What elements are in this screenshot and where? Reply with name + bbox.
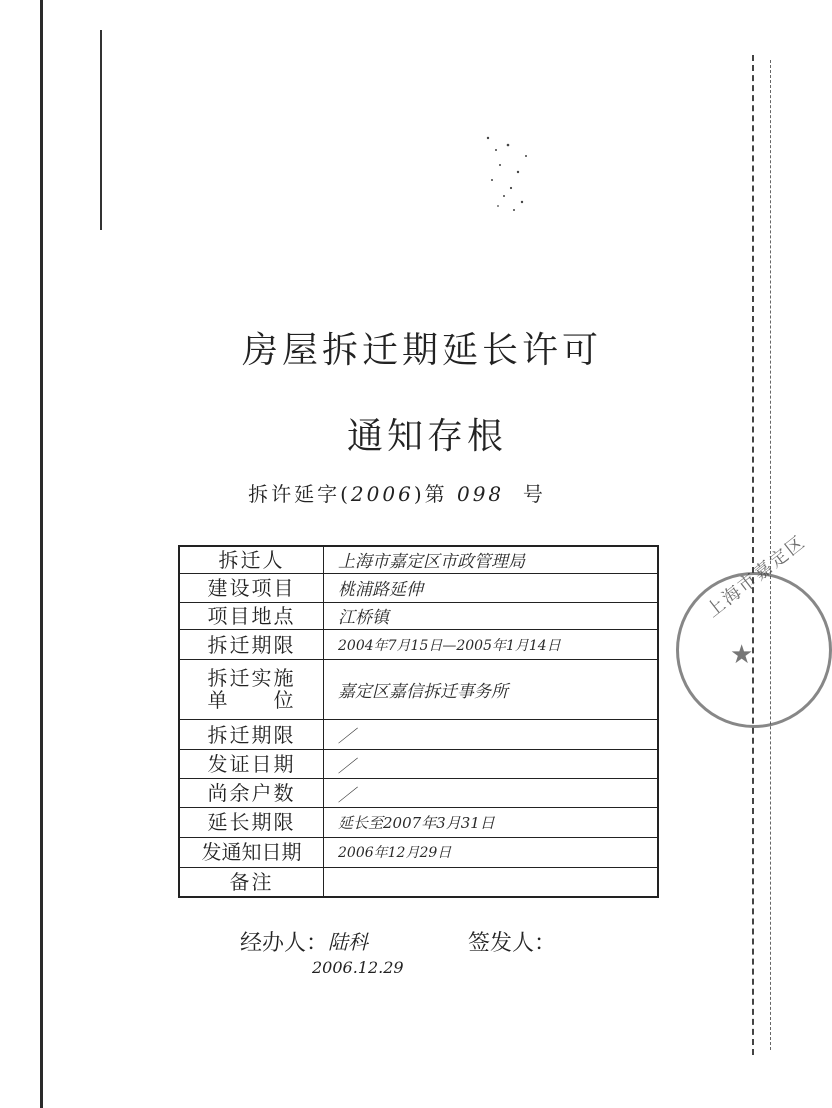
row-label: 备注 <box>179 867 324 897</box>
table-row <box>179 779 658 808</box>
row-value: 2006年12月29日 <box>324 837 659 867</box>
number-mid: )第 <box>413 482 448 506</box>
seal-star-icon: ★ <box>730 640 754 670</box>
row-label: 项目地点 <box>179 602 324 630</box>
scan-edge-mark <box>100 30 102 230</box>
document-number <box>0 478 794 507</box>
table-row <box>179 602 658 630</box>
row-label: 尚余户数 <box>179 779 324 808</box>
official-seal <box>676 572 832 728</box>
row-value: 上海市嘉定区市政管理局 <box>324 546 659 573</box>
table-row <box>179 808 658 838</box>
table-row <box>179 750 658 779</box>
seal-text: 上海市嘉定区 <box>702 531 810 622</box>
handler-date: 2006.12.29 <box>312 958 404 977</box>
table-row <box>179 630 658 660</box>
scan-edge-right <box>752 55 754 1055</box>
row-value <box>324 867 659 897</box>
table-row <box>179 867 658 897</box>
row-value: 延长至2007年3月31日 <box>324 808 659 838</box>
number-suffix: 号 <box>522 482 546 506</box>
row-value: 桃浦路延伸 <box>324 573 659 602</box>
row-label: 发证日期 <box>179 750 324 779</box>
table-row <box>179 573 658 602</box>
row-value: ／ <box>324 719 659 750</box>
document-subtitle: 通知存根 <box>346 416 507 457</box>
row-value: ／ <box>324 750 659 779</box>
row-label-line2: 单 位 <box>207 688 296 713</box>
row-label-line1: 拆迁实施 <box>207 666 296 691</box>
number-value: 098 <box>456 482 505 506</box>
row-value: 江桥镇 <box>324 602 659 630</box>
table-row <box>179 546 658 573</box>
row-label: 拆迁期限 <box>179 630 324 660</box>
row-label <box>179 660 324 720</box>
table-row <box>179 719 658 750</box>
scan-edge-left <box>40 0 43 1108</box>
row-value: 2004年7月15日—2005年1月14日 <box>324 630 659 660</box>
row-label: 拆迁期限 <box>179 719 324 750</box>
row-value: ／ <box>324 779 659 808</box>
number-year: 2006 <box>350 482 414 506</box>
row-value: 嘉定区嘉信拆迁事务所 <box>324 660 659 720</box>
table-row <box>179 837 658 867</box>
document-title: 房屋拆迁期延长许可 <box>241 330 602 371</box>
issuer-label: 签发人： <box>468 931 557 956</box>
stub-table <box>178 545 659 898</box>
table-row <box>179 660 658 720</box>
number-prefix: 拆许延字( <box>248 482 351 506</box>
handler-label: 经办人： <box>240 931 329 956</box>
scan-noise <box>478 130 538 220</box>
row-label: 拆迁人 <box>179 546 324 573</box>
row-label: 发通知日期 <box>179 837 324 867</box>
row-label: 延长期限 <box>179 808 324 838</box>
handler-signature: 陆科 <box>328 930 368 954</box>
row-label: 建设项目 <box>179 573 324 602</box>
